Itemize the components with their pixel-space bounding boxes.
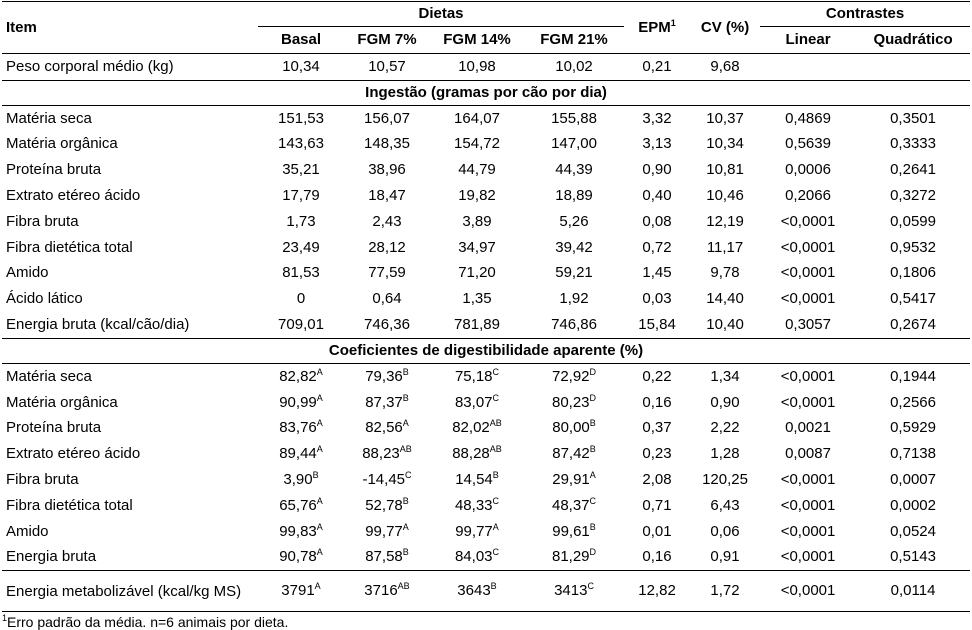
header-diet-fgm7: FGM 7% [357,31,417,48]
cell-cv: 1,28 [710,445,740,463]
cell-value: 746,36 [364,316,410,334]
cell-value: 143,63 [278,135,324,153]
cell-value: 23,49 [282,238,320,256]
cell-value: $3413^C$ [554,581,594,600]
table-row [2,54,970,81]
cell-value: 1,35 [462,290,492,308]
cell-value: 28,12 [368,238,406,256]
cell-quad: 0,3272 [890,187,936,205]
cell-cv: 10,37 [706,109,744,127]
cell-quad: 0,5417 [890,290,936,308]
cell-value: $3716^{AB}$ [364,581,410,600]
cell-value: $82,82^A$ [279,366,323,385]
row-item: Proteína bruta [6,419,102,437]
cell-value: 0,64 [372,290,402,308]
table-row [2,467,970,493]
section-header-row [2,338,970,363]
cell-value: $80,23^D$ [551,392,597,411]
table-row [2,157,970,183]
cell-quad: 0,0599 [890,212,936,230]
header-contrast-linear: Linear [785,31,831,48]
cell-value: $29,91^A$ [552,470,596,489]
cell-linear: <0,0001 [780,290,836,308]
cell-value: $87,42^B$ [552,444,596,463]
cell-value: $79,36^B$ [365,366,409,385]
cell-quad [856,54,970,81]
cell-value: $81,29^D$ [551,547,597,566]
table-row [2,183,970,209]
cell-cv: 1,34 [710,367,740,385]
cell-value: $99,61^B$ [552,521,596,540]
row-item: Ácido lático [6,290,83,308]
cell-value: 2,43 [372,212,402,230]
cell-cv: 2,22 [710,419,740,437]
cell-epm: 0,71 [642,496,672,514]
table-row [2,390,970,416]
cell-cv: 10,81 [706,161,744,179]
cell-quad: 0,1806 [890,264,936,282]
cell-value: 17,79 [282,187,320,205]
cell-value: $82,02^{AB}$ [452,418,502,437]
table-row [2,416,970,442]
row-item: Fibra bruta [6,212,79,230]
row-item: Fibra dietética total [6,496,133,514]
cell-value: 18,89 [555,187,593,205]
cell-value: 19,82 [458,187,496,205]
table-row [2,493,970,519]
table-row [2,571,970,612]
table-row [2,312,970,338]
cell-value: 154,72 [454,135,500,153]
section-title: Ingestão (gramas por cão por dia) [2,80,970,105]
cell-epm: 2,08 [642,471,672,489]
cell-value: 781,89 [454,316,500,334]
cell-cv: 9,68 [710,57,740,75]
cell-value: 147,00 [551,135,597,153]
cell-epm: 0,08 [642,212,672,230]
cell-value: $3643^B$ [457,581,497,600]
cell-value: $88,23^{AB}$ [362,444,412,463]
cell-cv: 12,19 [706,212,744,230]
cell-epm: 0,01 [642,522,672,540]
cell-quad: 0,7138 [890,445,936,463]
cell-value: 44,79 [458,161,496,179]
cell-quad: 0,0524 [890,522,936,540]
cell-value: 10,02 [555,57,593,75]
cell-quad: 0,0114 [890,582,936,600]
cell-epm: 12,82 [638,582,676,600]
cell-value: $52,78^B$ [365,495,409,514]
section-title: Coeficientes de digestibilidade aparente (%) [2,338,970,363]
cell-value: $83,07^C$ [454,392,500,411]
table-row [2,363,970,389]
cell-linear: <0,0001 [780,496,836,514]
cell-value: 156,07 [364,109,410,127]
cell-value: $99,77^A$ [455,521,499,540]
cell-value: $87,58^B$ [365,547,409,566]
row-item: Energia metabolizável (kcal/kg MS) [6,582,242,600]
cell-value: $72,92^D$ [551,366,597,385]
cell-value: $84,03^C$ [454,547,500,566]
cell-cv: 10,40 [706,316,744,334]
cell-quad: 0,0002 [890,496,936,514]
header-contrast-quadratic: Quadrático [873,31,953,48]
cell-value: $-14,45^C$ [362,470,412,489]
cell-value: 10,57 [368,57,406,75]
cell-value: 3,89 [462,212,492,230]
cell-value: 0 [296,290,306,308]
cell-epm: 0,72 [642,238,672,256]
cell-value: 148,35 [364,135,410,153]
cell-value: $89,44^A$ [279,444,323,463]
cell-value: 5,26 [559,212,589,230]
cell-cv: 10,46 [706,187,744,205]
cell-value: $65,76^A$ [279,495,323,514]
cell-value: 164,07 [454,109,500,127]
cell-epm: 3,32 [642,109,672,127]
row-item: Matéria orgânica [6,393,118,411]
cell-value: $99,77^A$ [365,521,409,540]
cell-value: 38,96 [368,161,406,179]
header-epm: EPM$^1$ [624,2,690,54]
cell-linear: 0,3057 [785,316,831,334]
cell-linear: <0,0001 [780,238,836,256]
cell-epm: 1,45 [642,264,672,282]
row-item: Peso corporal médio (kg) [6,57,174,75]
cell-epm: 0,40 [642,187,672,205]
results-table [2,1,970,612]
row-item: Energia bruta [6,548,97,566]
cell-value: $3791^A$ [281,581,321,600]
cell-epm: 0,16 [642,548,672,566]
cell-epm: 0,22 [642,367,672,385]
cell-linear: <0,0001 [780,367,836,385]
cell-cv: 10,34 [706,135,744,153]
row-item: Fibra dietética total [6,238,133,256]
cell-linear: 0,0087 [785,445,831,463]
table-row [2,235,970,261]
cell-value: $80,00^B$ [552,418,596,437]
cell-value: 34,97 [458,238,496,256]
cell-epm: 0,03 [642,290,672,308]
cell-epm: 0,90 [642,161,672,179]
cell-quad: 0,3501 [890,109,936,127]
cell-value: 44,39 [555,161,593,179]
cell-value: 151,53 [278,109,324,127]
row-item: Matéria seca [6,367,92,385]
cell-quad: 0,5929 [890,419,936,437]
cell-cv: 120,25 [702,471,748,489]
cell-epm: 15,84 [638,316,676,334]
cell-linear: <0,0001 [780,471,836,489]
cell-cv: 14,40 [706,290,744,308]
cell-cv: 0,06 [710,522,740,540]
cell-epm: 3,13 [642,135,672,153]
table-row [2,132,970,158]
header-item: Item [2,2,258,54]
row-item: Matéria orgânica [6,135,118,153]
cell-value: 10,34 [282,57,320,75]
cell-epm: 0,16 [642,393,672,411]
cell-value: $48,37^C$ [551,495,597,514]
cell-value: 18,47 [368,187,406,205]
cell-linear: <0,0001 [780,582,836,600]
row-item: Energia bruta (kcal/cão/dia) [6,316,190,334]
cell-cv: 11,17 [706,238,744,256]
cell-quad: 0,5143 [890,548,936,566]
table-row [2,519,970,545]
cell-quad: 0,1944 [890,367,936,385]
cell-linear: <0,0001 [780,264,836,282]
cell-cv: 9,78 [710,264,740,282]
cell-value: 1,92 [559,290,589,308]
header-diet-basal: Basal [280,31,322,48]
cell-quad: 0,3333 [890,135,936,153]
table-row [2,545,970,571]
cell-quad: 0,0007 [890,471,936,489]
cell-cv: 6,43 [710,496,740,514]
table-row [2,261,970,287]
cell-value: 10,98 [458,57,496,75]
cell-value: 35,21 [282,161,320,179]
cell-cv: 0,91 [710,548,740,566]
cell-linear: 0,0021 [785,419,831,437]
cell-value: $14,54^B$ [455,470,499,489]
cell-value: 39,42 [555,238,593,256]
cell-value: 81,53 [282,264,320,282]
cell-cv: 0,90 [710,393,740,411]
cell-epm: 0,23 [642,445,672,463]
cell-value: $83,76^A$ [279,418,323,437]
header-cv: CV (%) [690,2,760,54]
cell-linear: 0,2066 [785,187,831,205]
cell-value: $3,90^B$ [283,470,319,489]
row-item: Fibra bruta [6,471,79,489]
header-diet-fgm14: FGM 14% [443,31,511,48]
table-row [2,209,970,235]
cell-value: 77,59 [368,264,406,282]
cell-linear [760,54,856,81]
row-item: Proteína bruta [6,161,102,179]
header-dietas: Dietas [258,2,624,27]
table-row [2,105,970,131]
header-contrastes: Contrastes [760,2,970,27]
cell-value: 155,88 [551,109,597,127]
cell-linear: 0,0006 [785,161,831,179]
row-item: Amido [6,522,49,540]
cell-value: 1,73 [286,212,316,230]
cell-value: 709,01 [278,316,324,334]
cell-value: $82,56^A$ [365,418,409,437]
footnote: $^1$Erro padrão da média. n=6 animais por dieta. [2,614,289,630]
cell-linear: <0,0001 [780,212,836,230]
cell-linear: <0,0001 [780,522,836,540]
cell-value: $75,18^C$ [454,366,500,385]
cell-cv: 1,72 [710,582,740,600]
row-item: Matéria seca [6,109,92,127]
cell-value: 59,21 [555,264,593,282]
section-header-row [2,80,970,105]
table-row [2,441,970,467]
row-item: Amido [6,264,49,282]
header-diet-fgm21: FGM 21% [540,31,608,48]
cell-linear: 0,4869 [785,109,831,127]
cell-epm: 0,37 [642,419,672,437]
cell-value: $48,33^C$ [454,495,500,514]
cell-linear: <0,0001 [780,393,836,411]
cell-value: $99,83^A$ [279,521,323,540]
cell-value: 746,86 [551,316,597,334]
cell-value: $90,78^A$ [279,547,323,566]
row-item: Extrato etéreo ácido [6,445,141,463]
cell-linear: <0,0001 [780,548,836,566]
cell-epm: 0,21 [642,57,672,75]
cell-quad: 0,2566 [890,393,936,411]
cell-linear: 0,5639 [785,135,831,153]
cell-quad: 0,2674 [890,316,936,334]
table-row [2,286,970,312]
row-item: Extrato etéreo ácido [6,187,141,205]
cell-quad: 0,9532 [890,238,936,256]
cell-value: 71,20 [458,264,496,282]
cell-value: $90,99^A$ [279,392,323,411]
cell-quad: 0,2641 [890,161,936,179]
cell-value: $88,28^{AB}$ [452,444,502,463]
cell-value: $87,37^B$ [365,392,409,411]
